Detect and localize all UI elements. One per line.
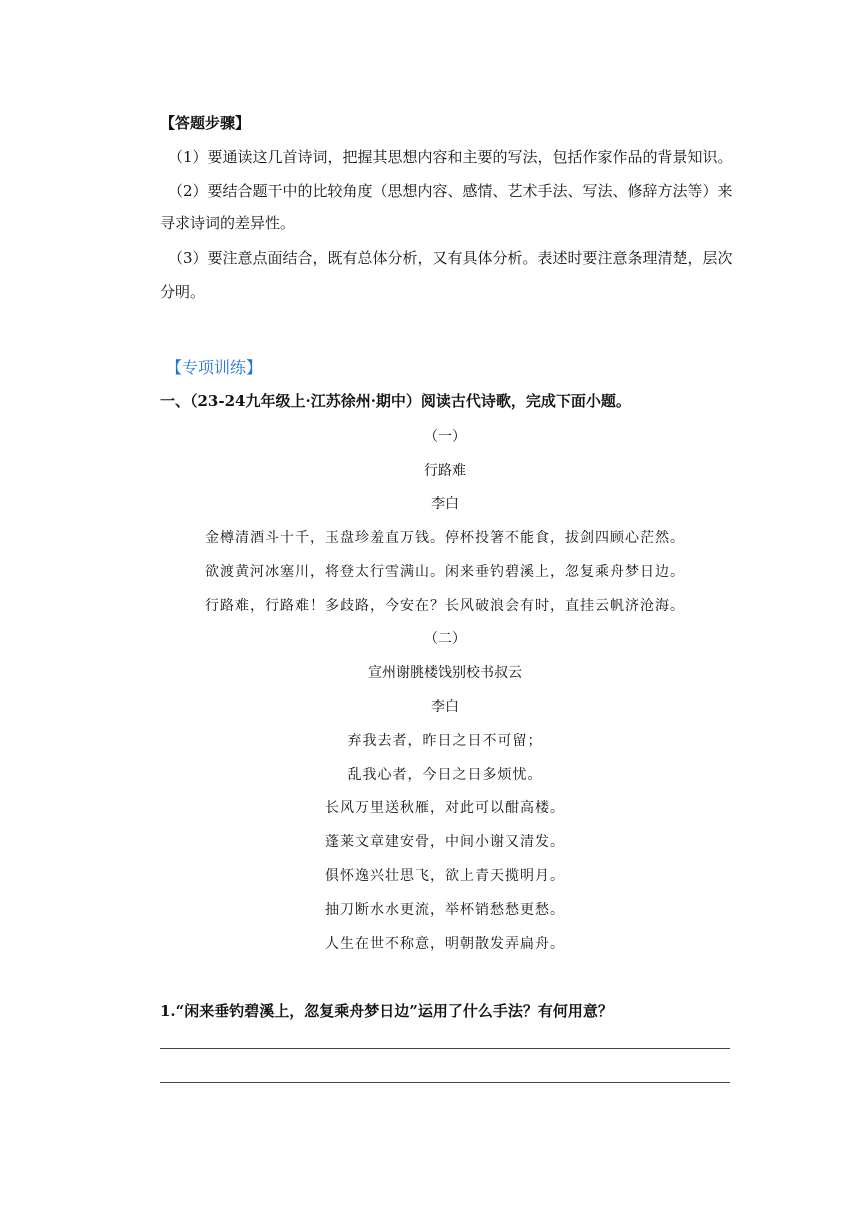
step-1: （1）要通读这几首诗词，把握其思想内容和主要的写法，包括作家作品的背景知识。	[168, 148, 733, 166]
poem-2-line: 人生在世不称意，明朝散发弄扁舟。	[325, 936, 565, 952]
step-2: （2）要结合题干中的比较角度（思想内容、感情、艺术手法、写法、修辞方法等）来	[168, 182, 733, 200]
poem-2-line: 蓬莱文章建安骨，中间小谢又清发。	[325, 834, 565, 850]
poem-1-line: 金樽清酒斗十千，玉盘珍羞直万钱。停杯投箸不能食，拔剑四顾心茫然。	[205, 530, 685, 546]
poem-2-title: 宣州谢朓楼饯别校书叔云	[368, 665, 522, 681]
question-1: 1.“闲来垂钓碧溪上，忽复乘舟梦日边”运用了什么手法？有何用意？	[160, 1002, 613, 1020]
answer-steps-title: 【答题步骤】	[160, 114, 251, 132]
poem-1-line: 行路难，行路难！多歧路，今安在？长风破浪会有时，直挂云帆济沧海。	[205, 598, 685, 614]
poem-1-title: 行路难	[424, 463, 466, 479]
question-intro: 一、（23-24九年级上·江苏徐州·期中）阅读古代诗歌，完成下面小题。	[160, 392, 631, 410]
answer-line[interactable]	[160, 1048, 730, 1049]
poem-2-line: 弃我去者，昨日之日不可留；	[347, 733, 543, 749]
poem-2-line: 长风万里送秋雁，对此可以酣高楼。	[325, 800, 565, 816]
step-3-continued: 分明。	[160, 283, 206, 301]
poem-2-line: 俱怀逸兴壮思飞，欲上青天揽明月。	[325, 868, 565, 884]
poem-2-line: 乱我心者，今日之日多烦忧。	[347, 767, 543, 783]
poem-1-line: 欲渡黄河冰塞川，将登太行雪满山。闲来垂钓碧溪上，忽复乘舟梦日边。	[205, 564, 685, 580]
poem-1-label: （一）	[424, 429, 466, 445]
poem-2-author: 李白	[431, 699, 459, 715]
poem-1-author: 李白	[431, 496, 459, 512]
poem-2-label: （二）	[424, 631, 466, 647]
poem-2-line: 抽刀断水水更流，举杯销愁愁更愁。	[325, 902, 565, 918]
step-2-continued: 寻求诗词的差异性。	[160, 214, 296, 232]
answer-line[interactable]	[160, 1082, 730, 1083]
special-training-heading: 【专项训练】	[166, 358, 263, 377]
step-3: （3）要注意点面结合，既有总体分析，又有具体分析。表述时要注意条理清楚，层次	[168, 249, 733, 267]
